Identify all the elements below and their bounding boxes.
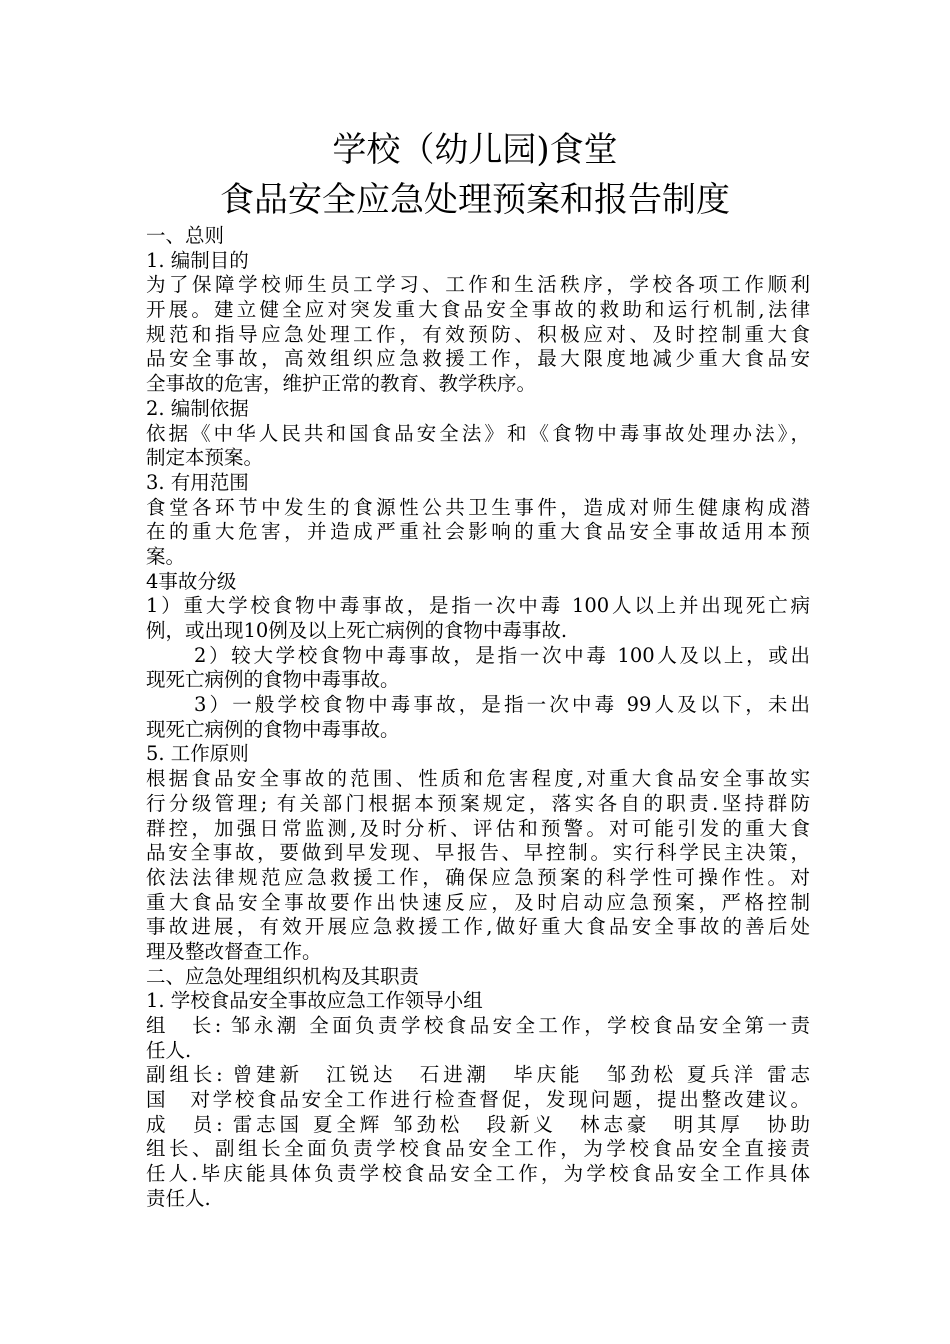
paragraph-line: 在的重大危害，并造成严重社会影响的重大食品安全事故适用本预 xyxy=(146,520,810,544)
paragraph-line: 群控，加强日常监测,及时分析、评估和预警。对可能引发的重大食 xyxy=(146,816,810,840)
paragraph-line: 依法法律规范应急救援工作，确保应急预案的科学性可操作性。对 xyxy=(146,865,810,889)
paragraph-line: 开展。建立健全应对突发重大食品安全事故的救助和运行机制,法律 xyxy=(146,298,810,322)
paragraph-line: 规范和指导应急处理工作，有效预防、积极应对、及时控制重大食 xyxy=(146,322,810,346)
paragraph-line: 组 长: 邹永潮 全面负责学校食品安全工作，学校食品安全第一责 xyxy=(146,1014,810,1037)
paragraph-line: 品安全事故，要做到早发现、早报告、早控制。实行科学民主决策， xyxy=(146,841,810,865)
paragraph-line: 品安全事故，高效组织应急救援工作，最大限度地减少重大食品安 xyxy=(146,347,810,371)
document-title-line1: 学校（幼儿园)食堂 xyxy=(332,130,618,170)
paragraph-line: 为了保障学校师生员工学习、工作和生活秩序，学校各项工作顺利 xyxy=(146,273,810,297)
paragraph-line: 组长、副组长全面负责学校食品安全工作，为学校食品安全直接责 xyxy=(146,1137,810,1161)
section-heading: 二、应急处理组织机构及其职责 xyxy=(146,964,420,988)
paragraph-line: 重大食品安全事故要作出快速反应，及时启动应急预案，严格控制 xyxy=(146,890,810,914)
paragraph-line: 现死亡病例的食物中毒事故。 xyxy=(146,668,400,692)
paragraph-line: 依据《中华人民共和国食品安全法》和《食物中毒事故处理办法》， xyxy=(146,421,810,445)
subsection-heading: 5. 工作原则 xyxy=(146,742,249,766)
paragraph-line: 任人.毕庆能具体负责学校食品安全工作，为学校食品安全工作具体 xyxy=(146,1162,810,1186)
subsection-heading: 3. 有用范围 xyxy=(146,470,249,494)
paragraph-line: 现死亡病例的食物中毒事故。 xyxy=(146,717,400,741)
paragraph-line: 行分级管理; 有关部门根据本预案规定，落实各自的职责.坚持群防 xyxy=(146,791,810,815)
paragraph-line: 2）较大学校食物中毒事故，是指一次中毒 100人及以上，或出 xyxy=(194,643,810,667)
paragraph-line: 制定本预案。 xyxy=(146,446,264,470)
paragraph-line: 案。 xyxy=(146,544,186,568)
paragraph-line: 任人. xyxy=(146,1038,192,1062)
subsection-heading: 4事故分级 xyxy=(146,569,237,593)
paragraph-line: 理及整改督查工作。 xyxy=(146,939,322,963)
paragraph-line: 国 对学校食品安全工作进行检查督促，发现问题，提出整改建议。 xyxy=(146,1088,810,1112)
paragraph-line: 成 员: 雷志国 夏全辉 邹劲松 段新义 林志豪 明其厚 协助 xyxy=(146,1112,810,1136)
paragraph-line: 事故进展，有效开展应急救援工作,做好重大食品安全事故的善后处 xyxy=(146,915,810,939)
paragraph-line: 根据食品安全事故的范围、性质和危害程度,对重大食品安全事故实 xyxy=(146,767,810,791)
subsection-heading: 1. 学校食品安全事故应急工作领导小组 xyxy=(146,989,483,1013)
paragraph-line: 例，或出现10例及以上死亡病例的食物中毒事故. xyxy=(146,619,568,642)
subsection-heading: 1. 编制目的 xyxy=(146,248,249,272)
document-title-line2: 食品安全应急处理预案和报告制度 xyxy=(220,180,730,220)
section-heading: 一、总则 xyxy=(146,224,225,247)
paragraph-line: 食堂各环节中发生的食源性公共卫生事件，造成对师生健康构成潜 xyxy=(146,495,810,519)
paragraph-line: 3）一般学校食物中毒事故，是指一次中毒 99人及以下，未出 xyxy=(194,693,810,717)
paragraph-line: 全事故的危害，维护正常的教育、教学秩序。 xyxy=(146,372,537,396)
subsection-heading: 2. 编制依据 xyxy=(146,396,249,420)
document-body xyxy=(146,224,810,1212)
paragraph-line: 副组长: 曾建新 江锐达 石进潮 毕庆能 邹劲松 夏兵洋 雷志 xyxy=(146,1063,810,1087)
paragraph-line: 责任人. xyxy=(146,1186,211,1210)
paragraph-line: 1）重大学校食物中毒事故，是指一次中毒 100人以上并出现死亡病 xyxy=(146,594,810,618)
